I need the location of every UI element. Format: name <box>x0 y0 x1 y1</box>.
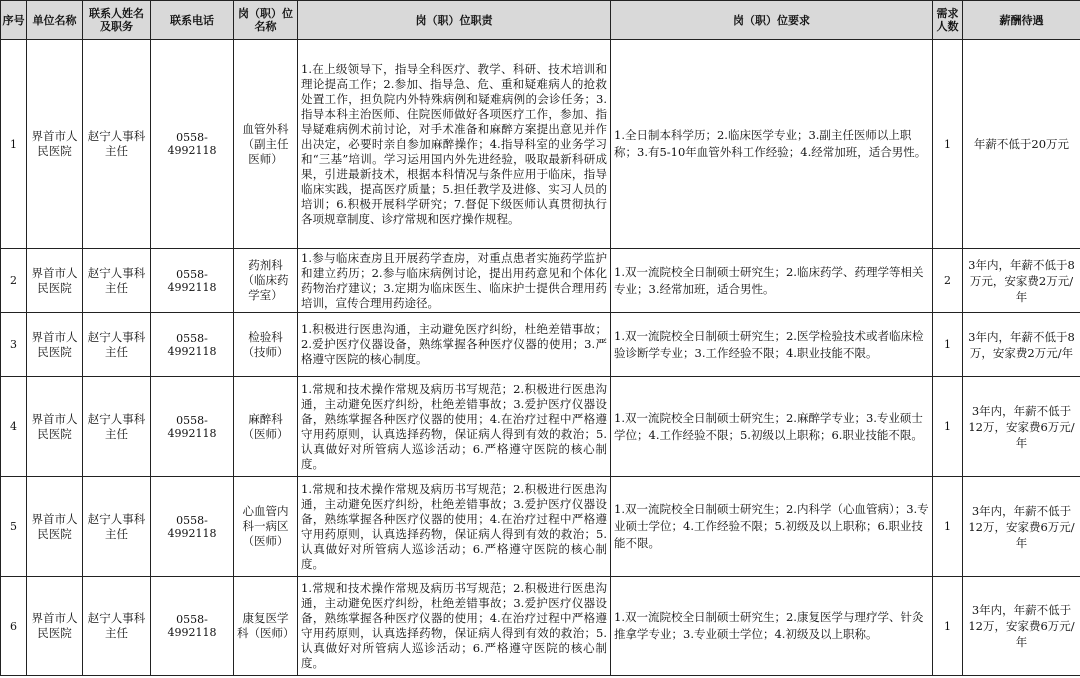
header-unit: 单位名称 <box>27 1 83 40</box>
cell-position: 检验科（技师） <box>234 313 298 377</box>
cell-requirements: 1.双一流院校全日制硕士研究生；2.内科学（心血管病）；3.专业硕士学位；4.工作经验不限；5.初级及以上职称；6.职业技能不限。 <box>611 477 933 577</box>
cell-duties: 1.在上级领导下，指导全科医疗、教学、科研、技术培训和理论提高工作；2.参加、指导急、危、重和疑难病人的抢救处置工作，担负院内外特殊病例和疑难病例的会诊任务；3.指导本科主治医师、住院医师做好各项医疗工作，参加、指导疑难病例术前讨论，对手术准备和麻醉方案提出意见并作出决定，必要时亲自参加麻醉操作；4.指导科室的业务学习和“三基”培训。学习运用国内外先进经验，吸取最新科研成果，引进最新技术，根据本科情况与条件应用于临床，指导临床实践，提高医疗质量；5.担任教学及进修、实习人员的培训；6.积极开展科学研究；7.督促下级医师认真贯彻执行各项规章制度、诊疗常规和医疗操作规程。 <box>298 40 611 249</box>
cell-count: 1 <box>933 577 963 676</box>
cell-phone: 0558-4992118 <box>151 249 234 313</box>
cell-count: 1 <box>933 40 963 249</box>
cell-duties: 1.常规和技术操作常规及病历书写规范；2.积极进行医患沟通，主动避免医疗纠纷，杜绝差错事故；3.爱护医疗仪器设备，熟练掌握各种医疗仪器的使用；4.在治疗过程中严格遵守用药原则，认真选择药物，保证病人得到有效的救治；5.认真做好对所管病人巡诊活动；6.严格遵守医院的核心制度。 <box>298 477 611 577</box>
table-row <box>1 377 1080 477</box>
cell-index: 2 <box>1 249 27 313</box>
cell-position: 心血管内科一病区（医师） <box>234 477 298 577</box>
cell-salary: 3年内，年薪不低于8万，安家费2万元/年 <box>963 313 1080 377</box>
header-position: 岗（职）位名称 <box>234 1 298 40</box>
cell-salary: 年薪不低于20万元 <box>963 40 1080 249</box>
cell-unit: 界首市人民医院 <box>27 377 83 477</box>
cell-count: 2 <box>933 249 963 313</box>
cell-index: 1 <box>1 40 27 249</box>
header-count: 需求人数 <box>933 1 963 40</box>
cell-salary: 3年内，年薪不低于8万元，安家费2万元/年 <box>963 249 1080 313</box>
cell-duties: 1.常规和技术操作常规及病历书写规范；2.积极进行医患沟通，主动避免医疗纠纷，杜绝差错事故；3.爱护医疗仪器设备，熟练掌握各种医疗仪器的使用；4.在治疗过程中严格遵守用药原则，认真选择药物，保证病人得到有效的救治；5.认真做好对所管病人巡诊活动；6.严格遵守医院的核心制度。 <box>298 577 611 676</box>
cell-count: 1 <box>933 477 963 577</box>
cell-unit: 界首市人民医院 <box>27 477 83 577</box>
cell-contact: 赵宁人事科主任 <box>83 40 151 249</box>
cell-unit: 界首市人民医院 <box>27 249 83 313</box>
cell-requirements: 1.双一流院校全日制硕士研究生；2.临床药学、药理学等相关专业；3.经常加班，适合男性。 <box>611 249 933 313</box>
cell-salary: 3年内，年薪不低于12万，安家费6万元/年 <box>963 477 1080 577</box>
cell-requirements: 1.全日制本科学历；2.临床医学专业；3.副主任医师以上职称；3.有5-10年血管外科工作经验；4.经常加班，适合男性。 <box>611 40 933 249</box>
table-row <box>1 40 1080 249</box>
cell-position: 血管外科（副主任医师） <box>234 40 298 249</box>
table-body <box>1 40 1080 676</box>
cell-position: 药剂科（临床药学室） <box>234 249 298 313</box>
header-row <box>1 1 1080 40</box>
cell-unit: 界首市人民医院 <box>27 313 83 377</box>
cell-index: 5 <box>1 477 27 577</box>
cell-unit: 界首市人民医院 <box>27 577 83 676</box>
cell-phone: 0558-4992118 <box>151 577 234 676</box>
cell-requirements: 1.双一流院校全日制硕士研究生；2.医学检验技术或者临床检验诊断学专业；3.工作经验不限；4.职业技能不限。 <box>611 313 933 377</box>
table-header <box>1 1 1080 40</box>
cell-index: 3 <box>1 313 27 377</box>
cell-contact: 赵宁人事科主任 <box>83 313 151 377</box>
cell-count: 1 <box>933 377 963 477</box>
table-row <box>1 313 1080 377</box>
cell-contact: 赵宁人事科主任 <box>83 577 151 676</box>
cell-contact: 赵宁人事科主任 <box>83 477 151 577</box>
cell-duties: 1.参与临床查房且开展药学查房，对重点患者实施药学监护和建立药历；2.参与临床病例讨论，提出用药意见和个体化药物治疗建议；3.定期为临床医生、临床护士提供合理用药培训，宣传合理用药途径。 <box>298 249 611 313</box>
cell-duties: 1.积极进行医患沟通，主动避免医疗纠纷，杜绝差错事故；2.爱护医疗仪器设备，熟练掌握各种医疗仪器的使用；3.严格遵守医院的核心制度。 <box>298 313 611 377</box>
table-row <box>1 249 1080 313</box>
table-row <box>1 577 1080 676</box>
cell-duties: 1.常规和技术操作常规及病历书写规范；2.积极进行医患沟通，主动避免医疗纠纷，杜绝差错事故；3.爱护医疗仪器设备，熟练掌握各种医疗仪器的使用；4.在治疗过程中严格遵守用药原则，认真选择药物，保证病人得到有效的救治；5.认真做好对所管病人巡诊活动；6.严格遵守医院的核心制度。 <box>298 377 611 477</box>
cell-contact: 赵宁人事科主任 <box>83 249 151 313</box>
header-index: 序号 <box>1 1 27 40</box>
cell-phone: 0558-4992118 <box>151 377 234 477</box>
cell-phone: 0558-4992118 <box>151 313 234 377</box>
cell-unit: 界首市人民医院 <box>27 40 83 249</box>
cell-requirements: 1.双一流院校全日制硕士研究生；2.麻醉学专业；3.专业硕士学位；4.工作经验不限；5.初级以上职称；6.职业技能不限。 <box>611 377 933 477</box>
header-salary: 薪酬待遇 <box>963 1 1080 40</box>
header-requirements: 岗（职）位要求 <box>611 1 933 40</box>
cell-phone: 0558-4992118 <box>151 477 234 577</box>
header-contact: 联系人姓名及职务 <box>83 1 151 40</box>
header-duties: 岗（职）位职责 <box>298 1 611 40</box>
cell-index: 4 <box>1 377 27 477</box>
cell-salary: 3年内，年薪不低于12万，安家费6万元/年 <box>963 577 1080 676</box>
cell-requirements: 1.双一流院校全日制硕士研究生；2.康复医学与理疗学、针灸推拿学专业；3.专业硕士学位；4.初级及以上职称。 <box>611 577 933 676</box>
header-phone: 联系电话 <box>151 1 234 40</box>
cell-position: 康复医学科（医师） <box>234 577 298 676</box>
table-row <box>1 477 1080 577</box>
cell-salary: 3年内，年薪不低于12万，安家费6万元/年 <box>963 377 1080 477</box>
cell-index: 6 <box>1 577 27 676</box>
cell-contact: 赵宁人事科主任 <box>83 377 151 477</box>
cell-phone: 0558-4992118 <box>151 40 234 249</box>
cell-position: 麻醉科（医师） <box>234 377 298 477</box>
cell-count: 1 <box>933 313 963 377</box>
